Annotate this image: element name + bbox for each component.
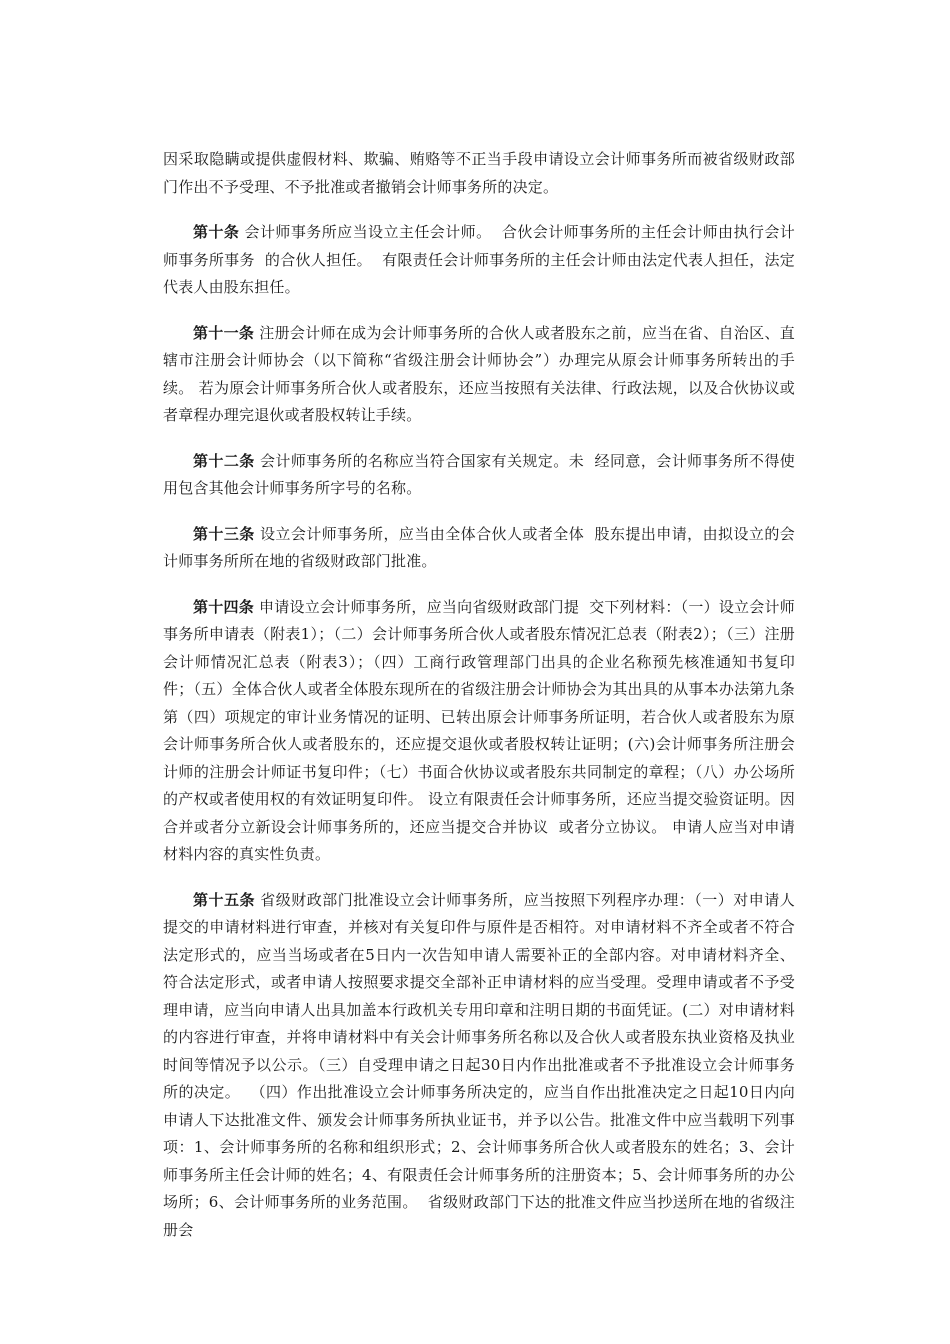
article-number: 第十三条 (193, 524, 255, 543)
article-text: 注册会计师在成为会计师事务所的合伙人或者股东之前，应当在省、自治区、直辖市注册会计师协会（以下简称“省级注册会计师协会”）办理完从原会计师事务所转出的手续。 若为原会计师事务所合伙人或者股东，还应当按照有关法律、行政法规，以及合伙协议或者章程办理完退伙或者股权转让手续。 (163, 323, 795, 424)
article-number: 第十一条 (193, 323, 255, 342)
article-text: 会计师事务所应当设立主任会计师。 合伙会计师事务所的主任会计师由执行会计师事务所事务 的合伙人担任。 有限责任会计师事务所的主任会计师由法定代表人担任，法定代表人由股东担任。 (163, 223, 795, 296)
article-text: 会计师事务所的名称应当符合国家有关规定。未 经同意，会计师事务所不得使用包含其他会计师事务所字号的名称。 (163, 451, 795, 497)
article-14 (163, 594, 795, 869)
article-number: 第十五条 (193, 890, 256, 909)
article-13 (163, 521, 795, 576)
article-number: 第十四条 (193, 597, 254, 616)
article-text: 省级财政部门批准设立会计师事务所，应当按照下列程序办理：（一）对申请人提交的申请材料进行审查，并核对有关复印件与原件是否相符。对申请材料不齐全或者不符合法定形式的，应当当场或者在5日内一次告知申请人需要补正的全部内容。对申请材料齐全、符合法定形式，或者申请人按照要求提交全部补正申请材料的应当受理。受理申请或者不予受理申请，应当向申请人出具加盖本行政机关专用印章和注明日期的书面凭证。(二）对申请材料的内容进行审查，并将申请材料中有关会计师事务所名称以及合伙人或者股东执业资格及执业时间等情况予以公示。（三）自受理申请之日起30日内作出批准或者不予批准设立会计师事务所的决定。 （四）作出批准设立会计师事务所决定的，应当自作出批准决定之日起10日内向申请人下达批准文件、颁发会计师事务所执业证书，并予以公告。批准文件中应当载明下列事项：1、会计师事务所的名称和组织形式；2、会计师事务所合伙人或者股东的姓名；3、会计师事务所主任会计师的姓名；4、有限责任会计师事务所的注册资本；5、会计师事务所的办公场所；6、会计师事务所的业务范围。 省级财政部门下达的批准文件应当抄送所在地的省级注册会 (163, 890, 795, 1239)
paragraph-text: 因采取隐瞒或提供虚假材料、欺骗、贿赂等不正当手段申请设立会计师事务所而被省级财政部门作出不予受理、不予批准或者撤销会计师事务所的决定。 (163, 150, 795, 196)
article-11 (163, 320, 795, 430)
article-12 (163, 448, 795, 503)
article-text: 申请设立会计师事务所，应当向省级财政部门提 交下列材料：（一）设立会计师事务所申请表（附表1）；（二）会计师事务所合伙人或者股东情况汇总表（附表2）；（三）注册会计师情况汇总表（附表3）；（四）工商行政管理部门出具的企业名称预先核准通知书复印件；（五）全体合伙人或者全体股东现所在的省级注册会计师协会为其出具的从事本办法第九条第（四）项规定的审计业务情况的证明、已转出原会计师事务所证明，若合伙人或者股东为原会计师事务所合伙人或者股东的，还应提交退伙或者股权转让证明；(六)会计师事务所注册会计师的注册会计师证书复印件；（七）书面合伙协议或者股东共同制定的章程；（八）办公场所的产权或者使用权的有效证明复印件。 设立有限责任会计师事务所，还应当提交验资证明。因合并或者分立新设会计师事务所的，还应当提交合并协议 或者分立协议。 申请人应当对申请材料内容的真实性负责。 (163, 597, 795, 863)
article-number: 第十条 (193, 223, 240, 241)
article-15 (163, 887, 795, 1245)
article-number: 第十二条 (193, 451, 255, 470)
paragraph-continuation (163, 146, 795, 201)
article-10 (163, 219, 795, 302)
document-page (163, 146, 795, 1262)
article-text: 设立会计师事务所，应当由全体合伙人或者全体 股东提出申请，由拟设立的会计师事务所所在地的省级财政部门批准。 (163, 524, 795, 570)
